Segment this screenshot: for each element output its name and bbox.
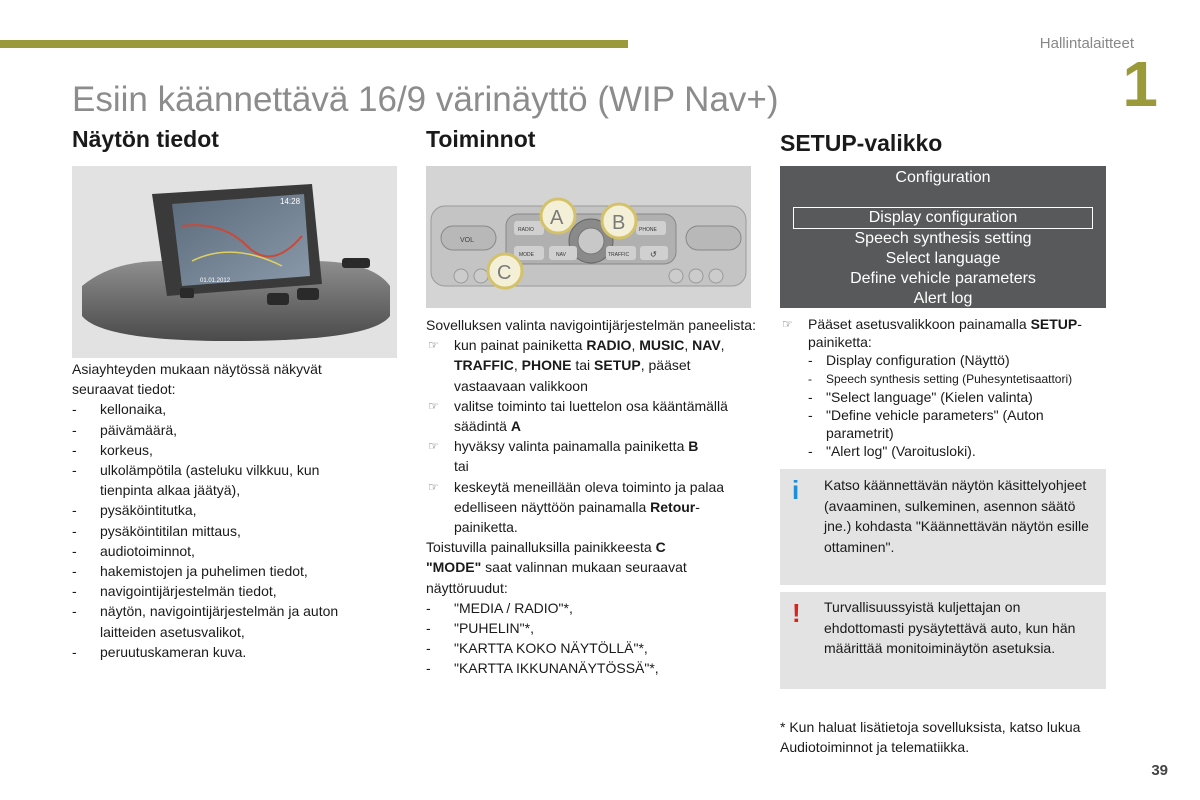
list-item: - kellonaika,	[72, 399, 372, 419]
views-list	[426, 598, 756, 679]
list-item: - Display configuration (Näyttö)	[808, 351, 1106, 369]
col1-title: Näytön tiedot	[72, 126, 219, 152]
list-item: ☞ Pääset asetusvalikkoon painamalla SETUP-painiketta:	[782, 316, 1082, 351]
display-date: 01.01.2012	[200, 278, 231, 284]
list-item: - peruutuskameran kuva.	[72, 642, 372, 662]
list-item: - "KARTTA KOKO NÄYTÖLLÄ"*,	[426, 638, 756, 658]
control-panel-image	[426, 166, 751, 308]
col2-bullets	[426, 335, 756, 456]
chapter-number: 1	[1122, 48, 1158, 120]
setup-items-list	[780, 351, 1106, 460]
list-item: ☞ kun painat painiketta RADIO, MUSIC, NAV, TRAFFIC, PHONE tai SETUP, pääset vastaavaan valikkoon	[428, 337, 725, 394]
warning-text: Turvallisuussyistä kuljettajan on ehdottomasti pysäytettävä auto, kun hän määrittää monitoiminäytön asetuksia.	[824, 599, 1076, 656]
col3-text	[780, 315, 1106, 461]
list-item: ☞ valitse toiminto tai luettelon osa kääntämällä säädintä A	[428, 397, 728, 435]
section-label: Hallintalaitteet	[1039, 35, 1134, 52]
bullet-icon: ☞	[428, 398, 439, 413]
col1-list	[72, 399, 372, 662]
page-title: Esiin käännettävä 16/9 värinäyttö (WIP Nav+)	[72, 80, 779, 119]
list-item: - "Alert log" (Varoitusloki).	[808, 442, 1106, 460]
list-item: - navigointijärjestelmän tiedot,	[72, 581, 372, 601]
radio-label: RADIO	[518, 227, 534, 233]
col3-title: SETUP-valikko	[780, 130, 943, 156]
list-item: - "MEDIA / RADIO"*,	[426, 598, 756, 618]
bullet-icon: ☞	[782, 317, 793, 331]
list-item: ☞ keskeytä meneillään oleva toiminto ja palaa edelliseen näyttöön painamalla Retour-painiketta.	[428, 478, 725, 536]
or-text: tai	[454, 458, 469, 475]
list-item: - "Select language" (Kielen valinta)	[808, 388, 1106, 406]
col1-text	[72, 359, 372, 662]
list-item: - "PUHELIN"*,	[426, 618, 756, 638]
list-item: - korkeus,	[72, 440, 372, 460]
callout-c: C	[497, 262, 512, 284]
screen-heading: Configuration	[895, 169, 991, 186]
bullet-icon: ☞	[428, 479, 439, 494]
header-accent-bar	[0, 40, 628, 48]
phone-label: PHONE	[639, 227, 657, 233]
callout-a: A	[550, 207, 564, 229]
display-unit-image	[72, 166, 397, 358]
mode-label: MODE	[519, 252, 534, 258]
footnote: * Kun haluat lisätietoja sovelluksista, katso lukua Audiotoiminnot ja telematiikka.	[780, 719, 1081, 755]
list-item: - päivämäärä,	[72, 420, 372, 440]
mode-text: Toistuvilla painalluksilla painikkeesta C "MODE" saat valinnan mukaan seuraavat näyttöruudut:	[426, 539, 687, 596]
list-item: - pysäköintitilan mittaus,	[72, 521, 372, 541]
nav-label: NAV	[556, 252, 566, 258]
col2-text	[426, 315, 756, 679]
menu-item: Display configuration	[868, 209, 1018, 226]
list-item: - ulkolämpötila (asteluku vilkkuu, kun tienpinta alkaa jäätyä),	[72, 460, 372, 500]
info-icon: i	[792, 475, 800, 505]
setup-menu-screen	[780, 166, 1106, 308]
list-item: - "KARTTA IKKUNANÄYTÖSSÄ"*,	[426, 658, 756, 678]
col1-intro: Asiayhteyden mukaan näytössä näkyvät seuraavat tiedot:	[72, 361, 322, 398]
col2-intro: Sovelluksen valinta navigointijärjestelmän paneelista:	[426, 317, 756, 333]
col2-bullets-2	[426, 477, 756, 538]
bullet-icon: ☞	[428, 439, 439, 454]
warning-note	[780, 592, 1106, 689]
traffic-label: TRAFFIC	[608, 252, 630, 258]
info-text: Katso käännettävän näytön käsittelyohjeet (avaaminen, sulkeminen, asennon säätö jne.) kohdasta "Käännettävän näytön esille ottaminen".	[824, 477, 1089, 555]
list-item: - audiotoiminnot,	[72, 541, 372, 561]
list-item: - hakemistojen ja puhelimen tiedot,	[72, 561, 372, 581]
list-item: - Speech synthesis setting (Puhesyntetisaattori)	[808, 370, 1106, 388]
list-item: - pysäköintitutka,	[72, 500, 372, 520]
bullet-icon: ☞	[428, 338, 439, 353]
list-item: ☞ hyväksy valinta painamalla painiketta B	[426, 436, 756, 456]
back-label: ↺	[650, 250, 657, 259]
display-clock: 14:28	[280, 197, 301, 206]
info-note	[780, 469, 1106, 585]
menu-item: Alert log	[913, 290, 973, 307]
vol-label: VOL	[460, 237, 475, 244]
menu-item: Define vehicle parameters	[850, 270, 1036, 287]
menu-item: Select language	[885, 250, 1001, 267]
col3-bullets	[780, 315, 1106, 351]
callout-b: B	[612, 212, 626, 234]
page-number: 39	[1151, 762, 1168, 779]
menu-item: Speech synthesis setting	[854, 230, 1032, 247]
list-item: - "Define vehicle parameters" (Auton parametrit)	[808, 406, 1106, 442]
warning-icon: !	[792, 598, 801, 628]
col2-title: Toiminnot	[426, 126, 536, 152]
list-item: - näytön, navigointijärjestelmän ja auton laitteiden asetusvalikot,	[72, 601, 372, 641]
